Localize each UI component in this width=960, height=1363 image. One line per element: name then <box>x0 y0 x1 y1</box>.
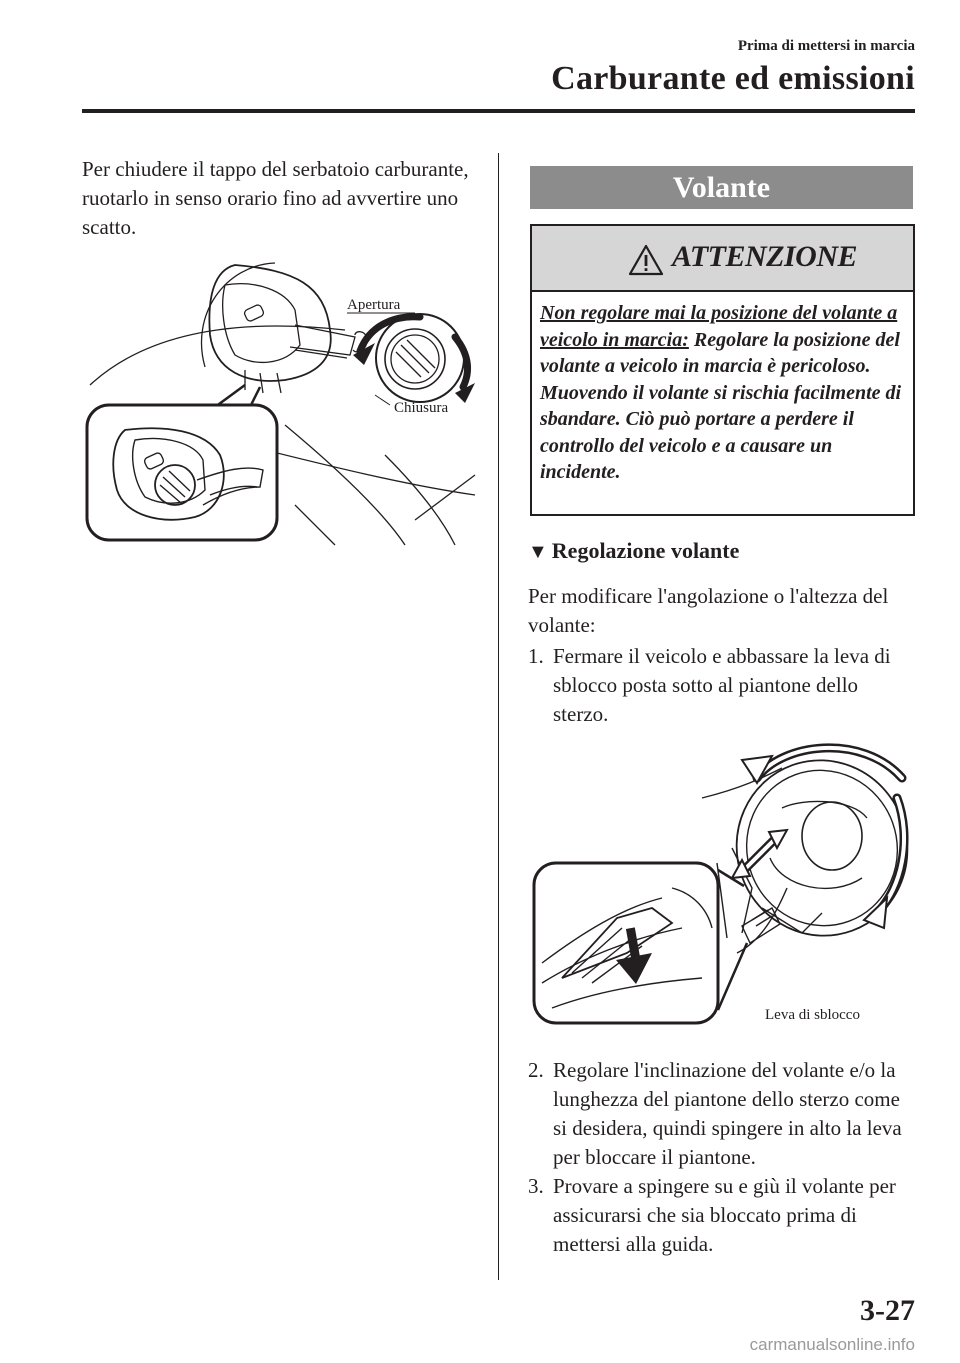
fuel-cap-illustration <box>85 255 485 545</box>
step-1 <box>528 642 913 729</box>
column-divider <box>498 153 499 1280</box>
step-text: Provare a spingere su e giù il volante per assicurarsi che sia bloccato prima di mettersi alla guida. <box>553 1174 896 1256</box>
label-chiusura: Chiusura <box>394 400 449 416</box>
subsection-title: Regolazione volante <box>551 538 740 563</box>
step-number: 1. <box>528 644 544 668</box>
triangle-marker-icon: ▼ <box>528 541 548 563</box>
label-apertura: Apertura <box>347 297 401 313</box>
running-header-title: Carburante ed emissioni <box>551 60 915 97</box>
running-header-section: Prima di mettersi in marcia <box>737 38 915 54</box>
watermark-url: carmanualsonline.info <box>749 1335 915 1354</box>
subsection-heading <box>528 538 739 564</box>
fuel-cap-instruction: Per chiudere il tappo del serbatoio carburante, ruotarlo in senso orario fino ad avvertire uno scatto. <box>82 157 469 239</box>
label-leva-di-sblocco: Leva di sblocco <box>765 1007 860 1023</box>
warning-header <box>532 226 913 292</box>
step-2 <box>528 1056 913 1172</box>
warning-text <box>540 300 905 486</box>
section-title-volante: Volante <box>530 166 913 209</box>
warning-lead: Non regolare mai la posizione del volante a veicolo in marcia: <box>540 302 898 351</box>
warning-triangle-icon <box>628 244 664 276</box>
step-number: 3. <box>528 1174 544 1198</box>
step-text: Fermare il veicolo e abbassare la leva di sblocco posta sotto al piantone dello sterzo. <box>553 644 891 726</box>
step-text: Regolare l'inclinazione del volante e/o la lunghezza del piantone dello sterzo come si desidera, quindi spingere in alto la leva per bloccare il piantone. <box>553 1058 902 1169</box>
intro-paragraph: Per modificare l'angolazione o l'altezza del volante: <box>528 584 889 637</box>
step-number: 2. <box>528 1058 544 1082</box>
warning-body: Regolare la posizione del volante a veicolo in marcia è pericoloso. Muovendo il volante si rischia facilmente di sbandare. Ciò può portare a perdere il controllo del veicolo e a causare un incidente. <box>540 328 902 483</box>
page-number: 3-27 <box>860 1294 915 1327</box>
steering-wheel-illustration <box>532 738 914 1030</box>
warning-title: ATTENZIONE <box>672 240 858 273</box>
warning-box <box>530 224 915 516</box>
header-rule <box>82 109 915 113</box>
step-3 <box>528 1172 913 1259</box>
